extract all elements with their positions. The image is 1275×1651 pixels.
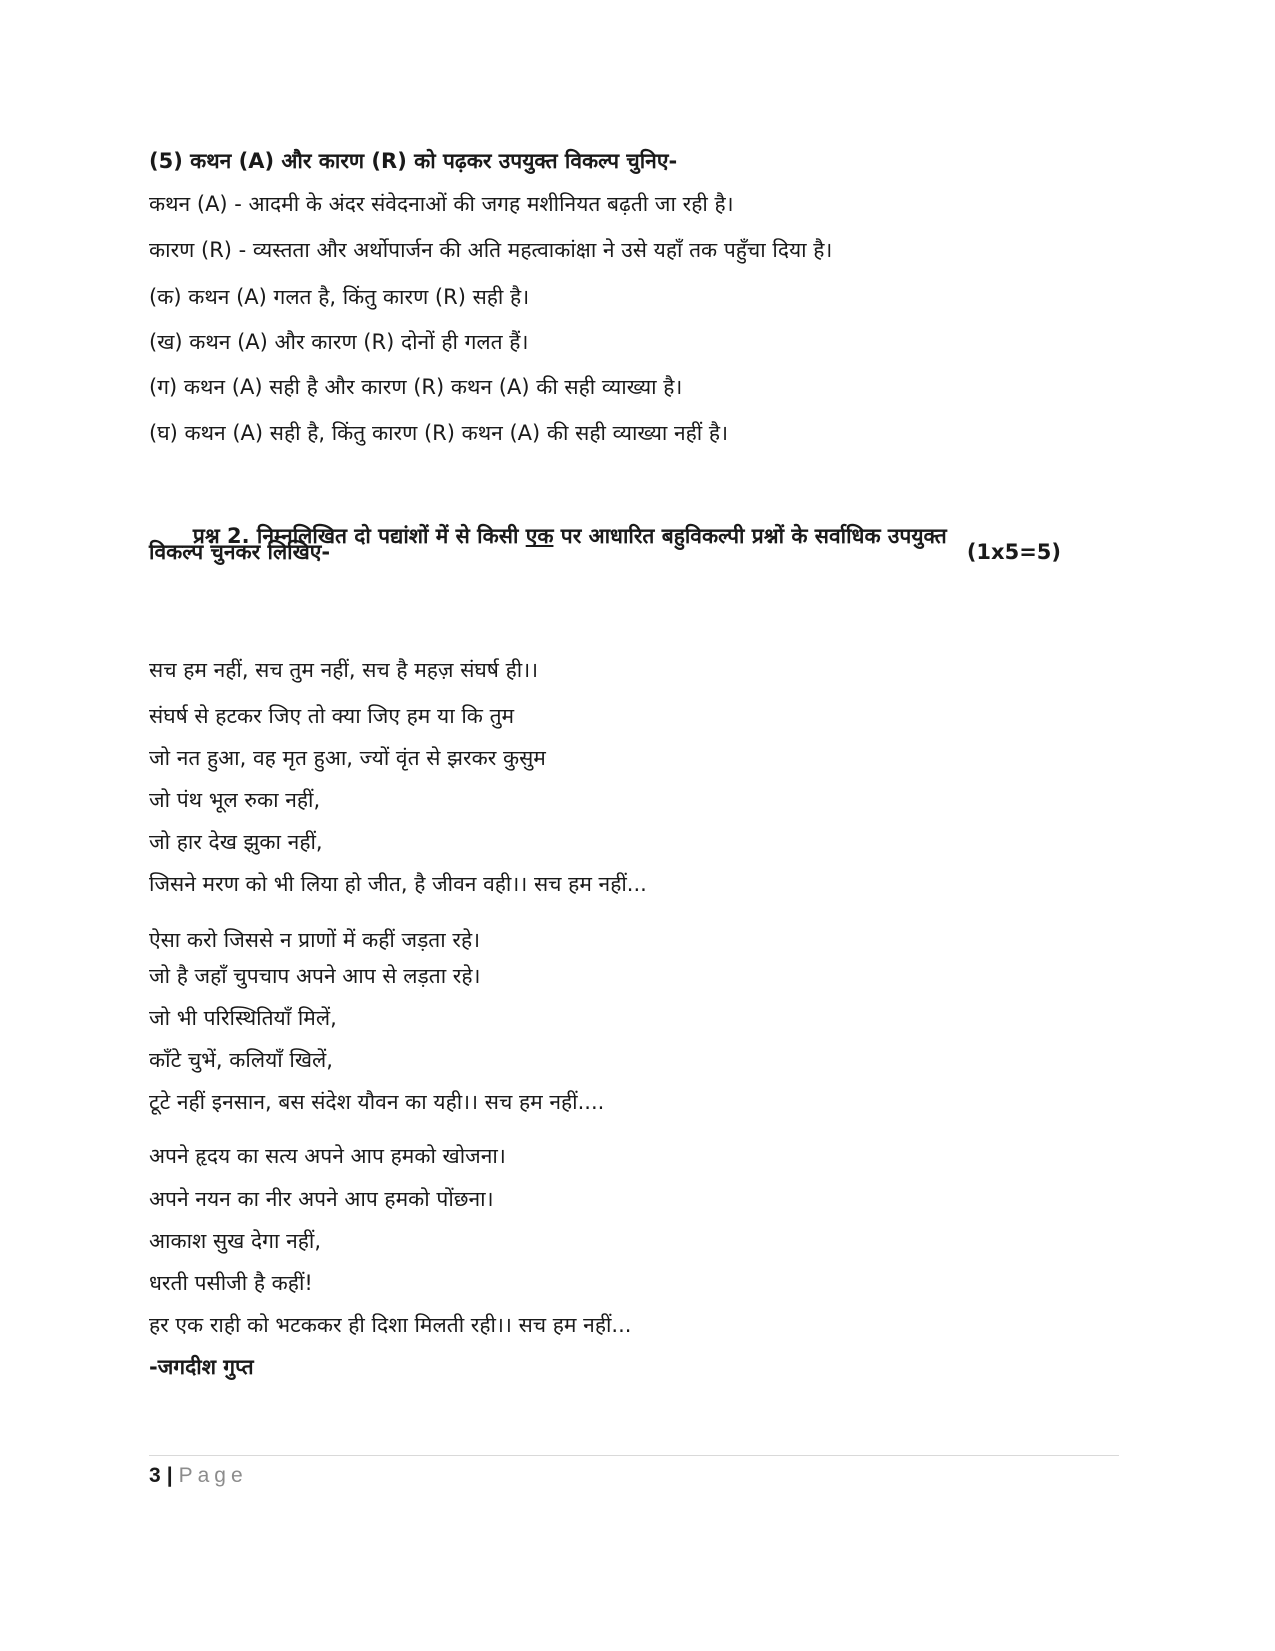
poem-s1-line2: संघर्ष से हटकर जिए तो क्या जिए हम या कि तुम xyxy=(149,704,515,728)
poem-s2-line2: जो है जहाँ चुपचाप अपने आप से लड़ता रहे। xyxy=(149,964,481,988)
poem-s2-line3: जो भी परिस्थितियाँ मिलें, xyxy=(149,1006,337,1030)
q2-line1-before: प्रश्न 2. निम्नलिखित दो पद्यांशों में से किसी xyxy=(192,524,526,548)
poem-s2-line4: काँटे चुभें, कलियाँ खिलें, xyxy=(149,1048,333,1072)
poem-s2-line5: टूटे नहीं इनसान, बस संदेश यौवन का यही।। सच हम नहीं.... xyxy=(149,1090,605,1114)
poem-s1-line3: जो नत हुआ, वह मृत हुआ, ज्यों वृंत से झरकर कुसुम xyxy=(149,746,546,770)
poem-s3-line2: अपने नयन का नीर अपने आप हमको पोंछना। xyxy=(149,1187,494,1211)
q2-instruction-line1 xyxy=(149,491,1119,581)
poem-s3-line3: आकाश सुख देगा नहीं, xyxy=(149,1229,322,1253)
q5-option-ka: (क) कथन (A) गलत है, किंतु कारण (R) सही है। xyxy=(149,285,530,309)
page-label: Page xyxy=(178,1464,248,1487)
poem-s1-line5: जो हार देख झुका नहीं, xyxy=(149,830,323,854)
poem-s1-line1: सच हम नहीं, सच तुम नहीं, सच है महज़ संघर्ष ही।। xyxy=(149,658,539,682)
q5-option-kha: (ख) कथन (A) और कारण (R) दोनों ही गलत हैं। xyxy=(149,330,529,354)
q2-line1-after: पर आधारित बहुविकल्पी प्रश्नों के सर्वाधिक उपयुक्त xyxy=(553,524,947,548)
footer-separator: | xyxy=(166,1464,173,1487)
page-number: 3 xyxy=(149,1464,161,1487)
page-footer xyxy=(149,1462,248,1490)
poem-author: -जगदीश गुप्त xyxy=(149,1355,254,1379)
footer-divider xyxy=(149,1455,1119,1456)
q5-assertion: कथन (A) - आदमी के अंदर संवेदनाओं की जगह मशीनियत बढ़ती जा रही है। xyxy=(149,192,734,216)
poem-s1-line4: जो पंथ भूल रुका नहीं, xyxy=(149,788,321,812)
q5-reason: कारण (R) - व्यस्तता और अर्थोपार्जन की अति महत्वाकांक्षा ने उसे यहाँ तक पहुँचा दिया है। xyxy=(149,238,833,262)
q5-option-gha: (घ) कथन (A) सही है, किंतु कारण (R) कथन (A) की सही व्याख्या नहीं है। xyxy=(149,421,729,445)
poem-s1-line6: जिसने मरण को भी लिया हो जीत, है जीवन वही।। सच हम नहीं... xyxy=(149,872,647,896)
poem-s3-line5: हर एक राही को भटककर ही दिशा मिलती रही।। सच हम नहीं... xyxy=(149,1313,632,1337)
poem-s3-line1: अपने हृदय का सत्य अपने आप हमको खोजना। xyxy=(149,1144,506,1168)
poem-s3-line4: धरती पसीजी है कहीं! xyxy=(149,1271,313,1295)
q5-option-ga: (ग) कथन (A) सही है और कारण (R) कथन (A) की सही व्याख्या है। xyxy=(149,375,683,399)
poem-s2-line1: ऐसा करो जिससे न प्राणों में कहीं जड़ता रहे। xyxy=(149,928,481,952)
q2-line2-text: विकल्प चुनकर लिखिए- xyxy=(149,540,331,564)
q5-heading: (5) कथन (A) और कारण (R) को पढ़कर उपयुक्त विकल्प चुनिए- xyxy=(149,149,678,173)
q2-marks: (1x5=5) xyxy=(966,540,1061,564)
q2-line1-underlined: एक xyxy=(525,524,554,548)
q2-instruction-line2 xyxy=(149,537,1119,567)
